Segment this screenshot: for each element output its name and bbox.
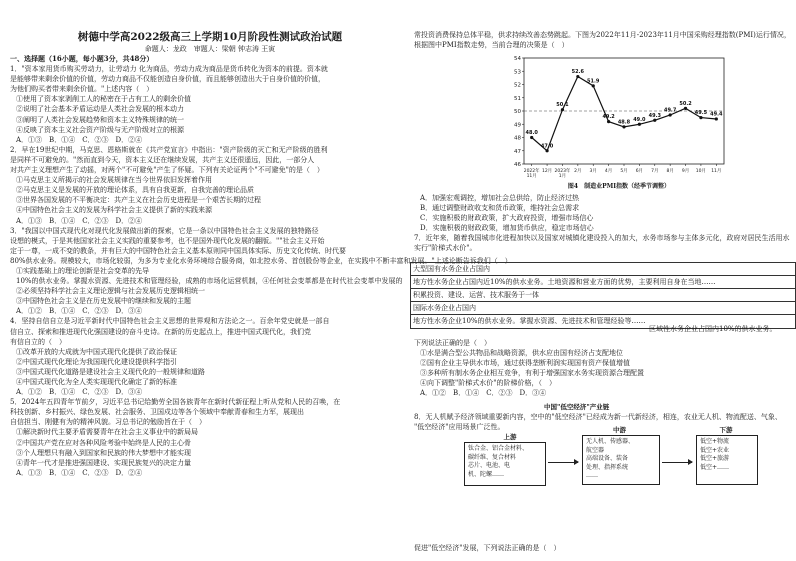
- pmi-value-label: 52.6: [571, 69, 585, 76]
- q7-question: 下列说法正确的是（ ）: [414, 339, 491, 347]
- question-option: ①马克思主义所揭示的社会发展规律在当今世界依旧发挥着作用: [16, 176, 212, 185]
- question-stem-line: 信自立、探索和推进现代化强国建设的奋斗史诗。在新的历史起点上，推进中国式现代化，我们党: [10, 327, 311, 336]
- q6-option: A．加强宏观调控，增加社会总供给，防止经济过热: [420, 194, 580, 202]
- q7-intro: [414, 233, 792, 253]
- pmi-value-label: 49.7: [663, 107, 677, 114]
- question-option: ④中国特色社会主义的发展为科学社会主义提供了新的实践来源: [16, 206, 212, 215]
- upstream-item: 碳纤维、复合材料: [468, 453, 517, 461]
- x-tick-label: 11月: [711, 169, 722, 174]
- question-option: ③中国特色社会主义是在历史发展中的继续和发展的主题: [16, 297, 191, 306]
- pmi-point: [607, 120, 610, 123]
- question-stem-line: 5．2024年五四青年节前夕，习近平总书记给勤劳全国各族青年在新时代新征程上听从党和人民的召唤，在: [10, 398, 341, 407]
- y-tick-label: 50: [514, 109, 521, 115]
- pmi-value-label: 50.1: [556, 102, 569, 109]
- pmi-value-label: 50.2: [679, 100, 692, 107]
- question-stem-line: 80%供水业务。规模较大，市场化较弱，为多为专业化水务环境综合服务商，如北控水务、首创股份等企业，在实践中不断丰富和发展。"上述论断告诉我们（ ）: [10, 256, 512, 265]
- x-tick-label: 9月: [681, 169, 690, 174]
- question-block: [10, 397, 410, 478]
- y-tick-label: 49: [514, 122, 521, 129]
- q7-table-row: 大型国有水务企业占国内: [411, 263, 795, 276]
- x-tick-label: 3月: [589, 169, 597, 174]
- question-stem-line: 为他们购买者带来剩余价值。"上述内容（ ）: [10, 85, 154, 94]
- question-option: ②必须坚持科学社会主义理论逻辑与社会发展历史逻辑相统一: [16, 287, 205, 296]
- x-tick-label: 5月: [620, 169, 628, 174]
- y-tick-label: 47: [514, 148, 521, 155]
- x-tick-label: 12月: [541, 169, 553, 174]
- pmi-value-label: 49.4: [710, 111, 723, 118]
- question-option: ①解决新时代主要矛盾需要青年在社会主义事业中的新局局: [16, 428, 198, 437]
- q6-intro-line: 根据图中PMI指数走势，当前合理的决策是（ ）: [414, 41, 569, 50]
- q7-intro-line: 7．近年来，随着我国城市化进程加快以及国家对城镇化建设投入的加大，水务市场参与主体多元化，政府对居民生活用水: [414, 234, 790, 242]
- q7-option: ④向下调整"阶梯式水价"的阶梯价格，（ ）: [420, 379, 556, 388]
- x-tick-label: 4月: [604, 169, 613, 174]
- question-stem-line: 科技创新、乡村振兴、绿色发展、社会服务、卫国戍边等各个领域中奉献青春和生力军，展现出: [10, 408, 304, 417]
- y-tick-label: 54: [514, 56, 521, 62]
- y-tick-label: 53: [514, 69, 521, 76]
- pmi-value-label: 51.9: [587, 78, 600, 85]
- x-tick-label: 2023年 1月: [554, 169, 571, 179]
- q7-table-row: 国际水务企业占国内: [411, 302, 795, 315]
- y-tick-label: 52: [514, 82, 521, 89]
- question-option: ①实践基础上的理论创新是社会变革的先导: [16, 266, 149, 275]
- midstream-item: 航空器: [586, 446, 605, 454]
- q7-table-row: 地方性水务企业10%的供水业务。掌握水资源、先进技术和管理经验等……: [413, 317, 646, 325]
- question-stem-line: 1．"资本家用货币购买劳动力，让劳动力 化为商品，劳动力成为商品是货币转化为资本的前提。资本就: [10, 65, 328, 74]
- pmi-point: [530, 136, 533, 139]
- pmi-point: [561, 108, 564, 111]
- downstream-item: 低空+物流: [700, 438, 730, 445]
- x-tick-label: 10月: [695, 169, 707, 174]
- q7-option: ③多种所有制水务企业相互竞争，有利于增强国家水务实现资源合理配置: [420, 369, 644, 378]
- question-option: ③个人理想只有融入到国家和民族的伟大梦想中才能实现: [16, 448, 191, 457]
- right-column: [414, 0, 792, 561]
- pmi-value-label: 48.8: [617, 119, 631, 126]
- question-stem-line: 3．"我国以中国式现代化对现代化发展做出新的探索，它是一条以中国特色社会主义发展的独特路径: [10, 226, 319, 235]
- pmi-chart-svg: [502, 52, 732, 184]
- question-option: ②中国式现代化理论为我国现代化建设提供科学指引: [16, 357, 177, 366]
- pmi-value-label: 49.3: [648, 112, 661, 119]
- question-stem-line: 对共产主义理想产生了动摇，对两个"不可避免"产生了怀疑。下列有关论证两个"不可避免"的是（ ）: [10, 166, 324, 175]
- q7-option: ①水是满合型公共物品和战略资源，供水应由国有经济占支配地位: [420, 349, 623, 358]
- q7-table-row: 积累投资、建设、运营、技术服务于一体: [411, 289, 795, 302]
- q7-body: [414, 338, 792, 399]
- midstream-item: 处理、指挥系统: [586, 463, 629, 471]
- question-stem-line: 自信担当、刚健有为的精神风貌。习总书记的勉励旨在于（ ）: [10, 418, 206, 427]
- q7-side-note: 区域性水务企业占国内10%的供水业务。: [649, 325, 777, 333]
- upstream-item: 机、陀螺……: [468, 470, 505, 478]
- arrow-up-to-mid: [548, 462, 578, 463]
- pmi-value-label: 49.5: [694, 110, 708, 117]
- question-stem-line: 是能够带来剩余价值的价值，劳动力商品不仅能创造自身价值，而且能够创造出大于自身价值的价值，: [10, 75, 325, 84]
- midstream-item: 无人机、传感器、: [586, 438, 635, 445]
- section-heading: 一、选择题（16小题，每小题3分，共48分）: [10, 54, 154, 63]
- question-option: ②中国共产党在应对各种风险考验中始终是人民的主心骨: [16, 438, 191, 447]
- pmi-point: [592, 84, 595, 87]
- chart-caption: 图4 制造业PMI指数（经季节调整）: [567, 183, 671, 190]
- question-option: ②马克思主义是发展的开放的理论体系，具有自我更新，自我完善的理论品质: [16, 186, 254, 195]
- pmi-value-label: 49.2: [602, 114, 615, 121]
- chain-title: 中国"低空经济"产业链: [544, 403, 610, 411]
- question-answers: A．①③ B．①④ C．②③ D．②④: [16, 135, 143, 144]
- question-option: ③阐明了人类社会发展趋势和资本主义特殊规律的统一: [16, 115, 184, 124]
- arrow-mid-to-down: [662, 462, 692, 463]
- x-tick-label: 7月: [651, 169, 659, 174]
- downstream-item: 低空+……: [700, 463, 730, 471]
- downstream-head: 下游: [719, 426, 733, 434]
- question-block: [10, 64, 410, 145]
- upstream-box: [464, 442, 546, 486]
- question-answers: A．①③ B．①④ C．②③ D．②④: [16, 216, 143, 225]
- pmi-value-label: 48.0: [525, 130, 538, 136]
- pmi-value-label: 49.0: [633, 116, 646, 123]
- page-title: 树德中学高2022级高三上学期10月阶段性测试政治试题: [77, 31, 343, 43]
- question-option: ③中国式现代化道路是建设社会主义现代化的一般规律和道路: [16, 367, 205, 376]
- midstream-box: [582, 435, 660, 485]
- upstream-head: 上游: [503, 433, 517, 441]
- upstream-item: 芯片、电池、电: [468, 462, 511, 469]
- question-option: ②说明了社会基本矛盾运动是人类社会发展的根本动力: [16, 105, 184, 114]
- q6-options: [414, 193, 792, 233]
- y-tick-label: 46: [514, 162, 521, 168]
- y-tick-label: 51: [514, 95, 521, 102]
- question-stem-line: 4．坚持自信自立是习近平新时代中国特色社会主义思想的世界观和方法论之一。百余年党史就是一部自: [10, 317, 330, 326]
- upstream-item: 钛合金、铝合金材料、: [468, 445, 529, 452]
- q7-table: [410, 262, 796, 329]
- q7-table-row: 地方性水务企业占国内近10%的供水业务。土地资源和营业方面的优势，主要利用自身在当地……: [411, 276, 795, 289]
- question-answers: A．①② B．①④ C．②③ D．③④: [16, 307, 143, 316]
- y-tick-label: 48: [514, 135, 521, 142]
- q8-footer: 促进"低空经济"发展，下列说法正确的是（ ）: [414, 544, 561, 552]
- question-answers: A．①② B．①④ C．②③ D．③④: [16, 388, 143, 397]
- q8-intro-line: "低空经济"应用场景广泛性。: [414, 423, 505, 432]
- pmi-point: [576, 75, 579, 78]
- midstream-item: 高端设备、装备: [586, 455, 629, 462]
- question-stem-line: 定于一尊，一成不变的教条，并有巨大的中国特色社会主义基本原则同中国具体实际、历史文化传统、时代要: [10, 246, 346, 255]
- question-block: [10, 316, 410, 397]
- q7-answers: A．①② B．①④ C．②③ D．③④: [420, 389, 547, 398]
- pmi-series-line: [532, 77, 717, 151]
- question-option: ④中国式现代化为全人类实现现代化确定了新的标准: [16, 378, 177, 386]
- x-tick-label: 2月: [574, 169, 582, 174]
- question-stem-line: 是同样不可避免的。"然而直到今天，资本主义还在继续发展，共产主义还很遥远，因此，一部分人: [10, 155, 315, 164]
- q6-option: D．实施积极的财政政策，增加货币供应，稳定市场信心: [420, 224, 594, 233]
- pmi-point: [699, 116, 702, 119]
- question-option: 10%的供水业务。掌握水资源、先进技术和管理经验，成熟的市场化运营机制，④任何社会变革都是在时代社会变革中发展的: [16, 277, 403, 286]
- pmi-point: [715, 117, 718, 120]
- pmi-point: [638, 123, 641, 126]
- q6-option: B．通过调整财政收支和货币政策，维持社会总需求: [420, 204, 580, 213]
- authors-line: 命题人：龙政 审题人：梁朝 钟志涛 王寅: [144, 45, 276, 53]
- pmi-value-label: 47.0: [540, 143, 554, 150]
- q6-option: C．实施积极的财政政策，扩大政府投资，增强市场信心: [420, 214, 594, 223]
- question-option: ①使用了资本家剥削工人的秘密在于占有工人的剩余价值: [16, 95, 191, 104]
- x-tick-label: 2022年 11月: [523, 169, 540, 179]
- question-option: ④青年一代才是推进强国建设、实现民族复兴的决定力量: [16, 458, 191, 467]
- pmi-point: [669, 113, 672, 116]
- question-stem-line: 2．早在19世纪中期，马克思、恩格斯就在《共产党宣言》中指出："资产阶级的灭亡和无产阶级的胜利: [10, 145, 328, 154]
- question-option: ③世界各国发展的不平衡决定：共产主义在社会历史进程是一个艰苦长期的过程: [16, 196, 261, 205]
- q7-intro-line: 实行"阶梯式水价"。: [414, 244, 477, 253]
- x-tick-label: 6月: [635, 169, 644, 174]
- question-stem-line: 有信自立的（ ）: [10, 337, 66, 346]
- downstream-box: [696, 435, 758, 485]
- pmi-point: [545, 149, 548, 152]
- x-tick-label: 8月: [666, 169, 674, 174]
- pmi-point: [622, 125, 625, 128]
- downstream-item: 低空+农业: [700, 446, 730, 454]
- midstream-item: ……: [586, 472, 598, 479]
- question-block: [10, 145, 410, 226]
- question-option: ④反映了资本主义社会资产阶级与无产阶级对立的根源: [16, 125, 184, 134]
- q6-intro: [414, 30, 792, 50]
- downstream-item: 低空+旅游: [700, 455, 730, 462]
- question-stem-line: 设想的模式，于是其他国家社会主义实践的重要参考，也不是国外现代化发展的翻版。""社会主义开始: [10, 236, 325, 245]
- midstream-head: 中游: [613, 426, 626, 434]
- q6-intro-line: 常投资消费保持总体平稳，供求持续改善态势跳起。下图为2022年11月-2023年11月中国采购经理指数(PMI)运行情况，: [414, 31, 791, 39]
- question-answers: A．①③ B．①④ C．②③ D．②④: [16, 468, 143, 477]
- pmi-chart: [502, 52, 732, 200]
- pmi-point: [653, 119, 656, 122]
- question-option: ①改革开放的大成就为中国式现代化提供了政治保证: [16, 347, 177, 356]
- q7-option: ②国有企业主导供水市场，通过获得垄断利润实现国有资产保值增值: [420, 359, 630, 368]
- pmi-point: [684, 107, 687, 110]
- q8-intro-line: 8．无人机赋予经济领域重要新内容，空中的"低空经济"已经成为新一代新经济，相连，农业无人机、物流配送、气象、: [414, 413, 782, 421]
